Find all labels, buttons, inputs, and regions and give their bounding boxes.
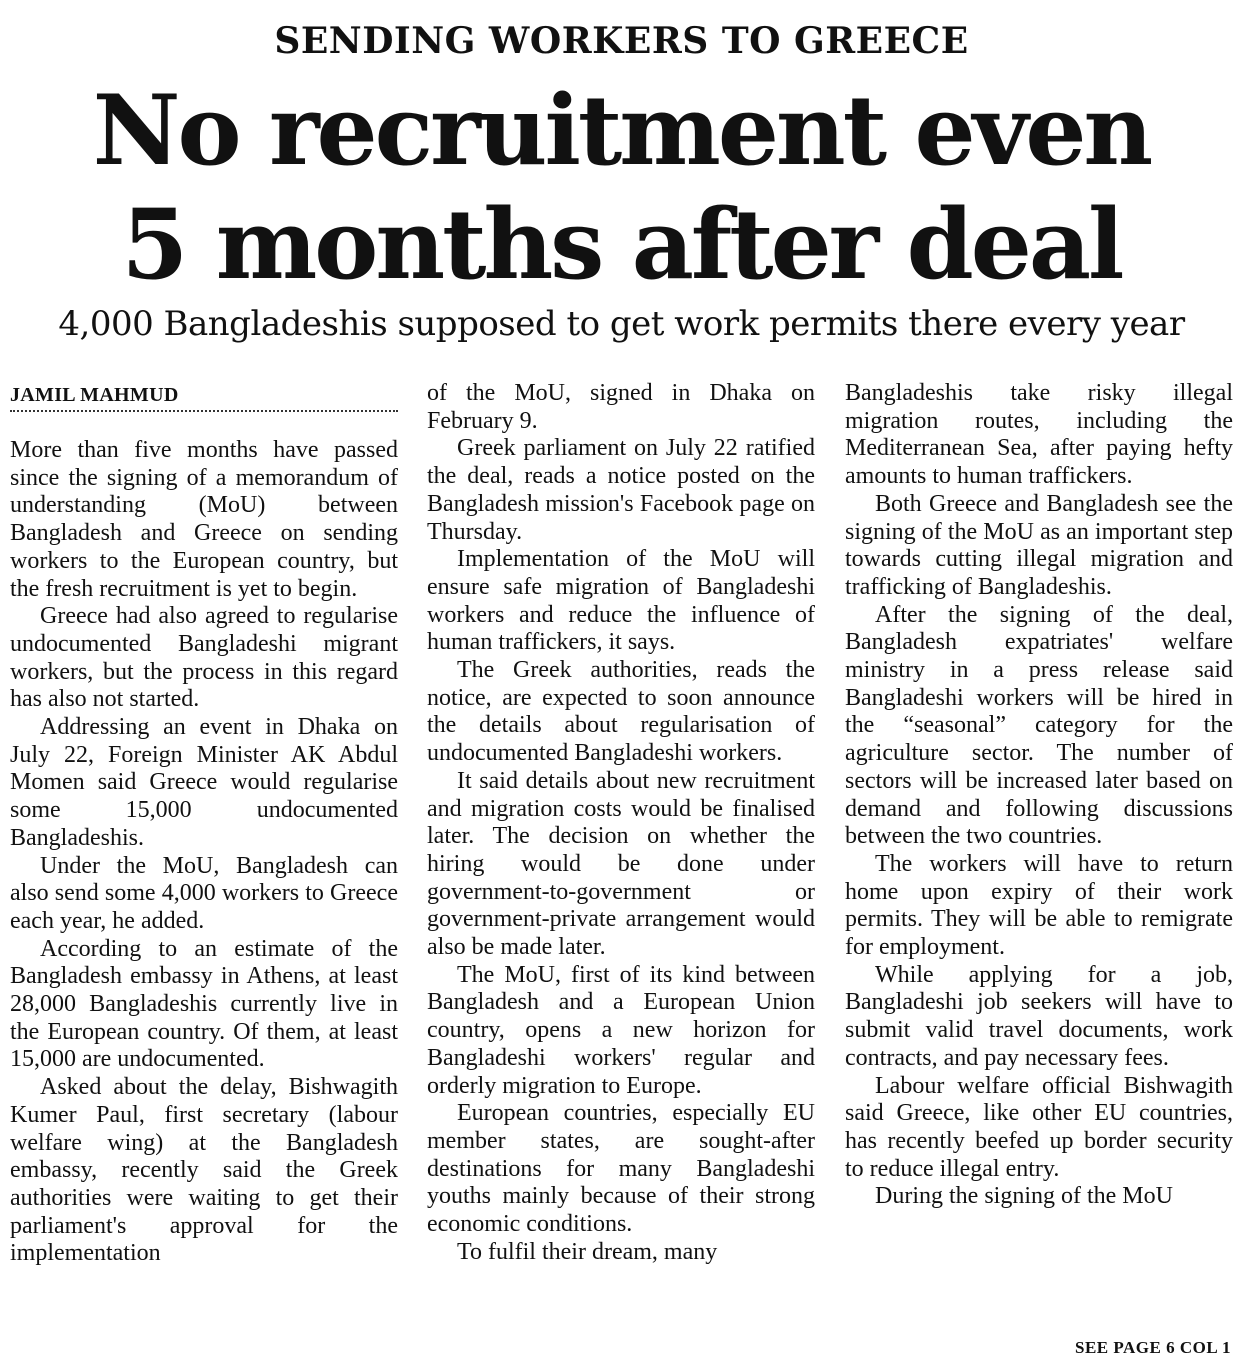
paragraph: Bangladeshis take risky illegal migration routes, including the Mediterranean Sea, after paying hefty amounts to human traffickers. bbox=[845, 380, 1233, 490]
paragraph: According to an estimate of the Bangladesh embassy in Athens, at least 28,000 Bangladeshis currently live in the European country. Of them, at least 15,000 are undocumented. bbox=[10, 935, 398, 1073]
paragraph: Labour welfare official Bishwagith said Greece, like other EU countries, has recently beefed up border security to reduce illegal entry. bbox=[845, 1072, 1233, 1182]
paragraph: The MoU, first of its kind between Bangladesh and a European Union country, opens a new horizon for Bangladeshi workers' regular and orderly migration to Europe. bbox=[427, 961, 815, 1099]
paragraph: It said details about new recruitment and migration costs would be finalised later. The decision on whether the hiring would be done under government-to-government or government-private arrangement would also be made later. bbox=[427, 767, 815, 961]
paragraph: European countries, especially EU member states, are sought-after destinations for many Bangladeshi youths mainly because of their strong economic conditions. bbox=[427, 1100, 815, 1238]
paragraph: The Greek authorities, reads the notice, are expected to soon announce the details about regularisation of undocumented Bangladeshi workers. bbox=[427, 657, 815, 767]
paragraph: Asked about the delay, Bishwagith Kumer Paul, first secretary (labour welfare wing) at the Bangladesh embassy, recently said the Greek authorities were waiting to get their parliament's approval for the implementation bbox=[10, 1074, 398, 1267]
headline-line-1: No recruitment even bbox=[92, 74, 1151, 187]
article-column-3 bbox=[845, 380, 1233, 1355]
paragraph: Both Greece and Bangladesh see the signing of the MoU as an important step towards cutting illegal migration and trafficking of Bangladeshis. bbox=[845, 490, 1233, 600]
paragraph: After the signing of the deal, Bangladesh expatriates' welfare ministry in a press release said Bangladeshi workers will be hired in the “seasonal” category for the agriculture sector. The number of sectors will be increased later based on demand and following discussions between the two countries. bbox=[845, 601, 1233, 850]
article-column-2 bbox=[427, 380, 815, 1355]
paragraph: Greece had also agreed to regularise undocumented Bangladeshi migrant workers, but the process in this regard has also not started. bbox=[10, 603, 398, 713]
paragraph: More than five months have passed since the signing of a memorandum of understanding (MoU) between Bangladesh and Greece on sending workers to the European country, but the fresh recruitment is yet to begin. bbox=[10, 437, 398, 602]
paragraph: While applying for a job, Bangladeshi job seekers will have to submit valid travel documents, work contracts, and pay necessary fees. bbox=[845, 961, 1233, 1071]
paragraph: of the MoU, signed in Dhaka on February 9. bbox=[427, 380, 815, 434]
byline: JAMIL MAHMUD bbox=[10, 380, 398, 412]
jump-line: SEE PAGE 6 COL 1 bbox=[1075, 1338, 1231, 1357]
paragraph: Greek parliament on July 22 ratified the deal, reads a notice posted on the Bangladesh mission's Facebook page on Thursday. bbox=[427, 435, 815, 545]
subheadline: 4,000 Bangladeshis supposed to get work permits there every year bbox=[58, 304, 1185, 344]
article-column-1 bbox=[10, 380, 398, 1355]
paragraph: Under the MoU, Bangladesh can also send some 4,000 workers to Greece each year, he added. bbox=[10, 852, 398, 934]
paragraph: The workers will have to return home upon expiry of their work permits. They will be able to remigrate for employment. bbox=[845, 850, 1233, 961]
paragraph: To fulfil their dream, many bbox=[457, 1238, 718, 1265]
paragraph: During the signing of the MoU bbox=[875, 1183, 1173, 1210]
kicker: SENDING WORKERS TO GREECE bbox=[274, 20, 969, 62]
headline bbox=[0, 74, 1243, 302]
paragraph: Addressing an event in Dhaka on July 22, Foreign Minister AK Abdul Momen said Greece would regularise some 15,000 undocumented Bangladeshis. bbox=[10, 714, 398, 851]
headline-line-2: 5 months after deal bbox=[121, 188, 1122, 301]
paragraph: Implementation of the MoU will ensure safe migration of Bangladeshi workers and reduce the influence of human traffickers, it says. bbox=[427, 546, 815, 656]
